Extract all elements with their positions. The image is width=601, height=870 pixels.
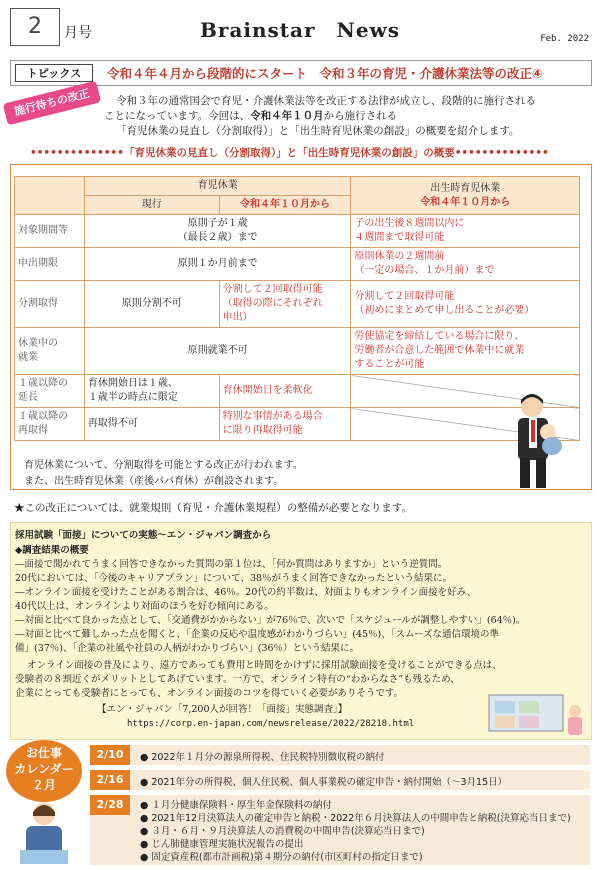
cell-current: 原則分割不可 bbox=[84, 281, 219, 328]
intro-line-2b: 令和４年１０月 bbox=[250, 110, 324, 122]
row-label bbox=[15, 408, 85, 441]
cell-line: １歳以降の bbox=[18, 378, 68, 389]
cell-shussei bbox=[351, 215, 580, 248]
cell-current bbox=[84, 375, 219, 408]
survey-line: ―面接で聞かれてうまく回答できなかった質問の第１位は、「何か質問はありますか」という逆質問。 bbox=[15, 559, 448, 570]
calendar-row bbox=[90, 770, 590, 790]
cell-line: （最長２歳）まで bbox=[177, 232, 258, 243]
calendar-event-text: ３月・６月・９月決算法人の消費税の中間申告(決算応当日まで) bbox=[151, 826, 425, 837]
cell-line: １歳以降の bbox=[18, 411, 68, 422]
calendar-badge-line: お仕事 bbox=[25, 746, 62, 760]
row-label: 申出期限 bbox=[15, 248, 85, 281]
calendar-event-text: 2021年12月決算法人の確定申告と納税・2022年６月決算法人の中間申告と納税(決算応当日まで) bbox=[151, 813, 571, 824]
intro-line-2c: から施行される bbox=[323, 110, 398, 122]
cell-line: （初めにまとめて申し出ることが必要） bbox=[354, 305, 535, 316]
table-row bbox=[15, 375, 580, 408]
calendar-event: ● 2022年１月分の源泉所得税、住民税特別徴収税の納付 bbox=[140, 752, 385, 763]
table-row bbox=[15, 328, 580, 375]
cell-shussei bbox=[351, 248, 580, 281]
intro-line-2 bbox=[104, 109, 397, 124]
header-shussei-title: 出生時育児休業 bbox=[430, 182, 501, 194]
cell-new bbox=[219, 281, 351, 328]
cell-new bbox=[219, 408, 351, 441]
cell-current bbox=[84, 215, 351, 248]
cell-line: 労使協定を締結している場合に限り、 bbox=[354, 331, 525, 342]
cell-line: することが可能 bbox=[354, 359, 425, 370]
survey-title: 採用試験「面接」についての実態～エン・ジャパン調査から bbox=[15, 530, 272, 541]
online-interview-illustration bbox=[479, 693, 587, 737]
survey-section bbox=[10, 522, 592, 740]
office-worker-illustration bbox=[14, 800, 74, 866]
calendar-row bbox=[90, 745, 590, 765]
cell-line: （一定の場合、１か月前）まで bbox=[354, 265, 495, 276]
cell-line: 分割して２回取得可能 bbox=[354, 291, 455, 302]
cell-line: ４週間まで取得可能 bbox=[354, 232, 445, 243]
cell-line: に限り再取得可能 bbox=[222, 425, 303, 436]
calendar-event: ● 固定資産税(都市計画税)第４期分の納付(市区町村の指定日まで) bbox=[140, 852, 423, 863]
cell-shussei bbox=[351, 281, 580, 328]
intro-line-3: 「育児休業の見直し（分割取得）」と「出生時育児休業の創設」の概要を紹介します。 bbox=[116, 125, 520, 137]
calendar-date: 2/16 bbox=[90, 770, 130, 790]
cell-line: 子の出生後８週間以内に bbox=[354, 218, 465, 229]
calendar-event-text: 固定資産税(都市計画税)第４期分の納付(市区町村の指定日まで) bbox=[151, 852, 423, 863]
masthead-title: Brainstar News bbox=[200, 18, 401, 42]
survey-line: ―対面と比べて難しかった点を聞くと、「企業の反応や温度感がわかりづらい」(45％)、「スムーズな通信環境の準 bbox=[15, 629, 500, 640]
pending-revision-badge: 施行待ちの改正 bbox=[3, 81, 101, 126]
row-label bbox=[15, 328, 85, 375]
cell-line: 労働者が合意した範囲で休業中に就業 bbox=[354, 345, 525, 356]
survey-line: 企業にとっても受験者にとっても、オンライン面接のコツを得ていく必要がありそうです。 bbox=[15, 688, 404, 699]
calendar-badge bbox=[6, 740, 82, 802]
survey-url[interactable]: https://corp.en-japan.com/newsrelease/2022/28218.html bbox=[127, 719, 415, 729]
calendar-event-text: 2022年１月分の源泉所得税、住民税特別徴収税の納付 bbox=[151, 752, 385, 763]
table-row bbox=[15, 248, 580, 281]
cell-line: 分割して２回取得可能 bbox=[222, 284, 323, 295]
calendar-event: ● 2021年分の所得税、個人住民税、個人事業税の確定申告・納付開始（～3月15日） bbox=[140, 777, 508, 788]
header-blank bbox=[15, 177, 85, 215]
cell-current: 再取得不可 bbox=[84, 408, 219, 441]
father-with-baby-illustration bbox=[500, 392, 572, 492]
row-label: 対象期間等 bbox=[15, 215, 85, 248]
table-row bbox=[15, 408, 580, 441]
topic-bar bbox=[10, 60, 592, 86]
cell-line: 申出） bbox=[222, 312, 253, 323]
cell-line: １歳半の時点に限定 bbox=[87, 392, 178, 403]
issue-suffix: 月号 bbox=[64, 25, 92, 41]
topic-title: 令和４年４月から段階的にスタート 令和３年の育児・介護休業法等の改正④ bbox=[107, 66, 543, 81]
calendar-event: ● 2021年12月決算法人の確定申告と納税・2022年６月決算法人の中間申告と納税(決算応当日まで) bbox=[140, 813, 571, 824]
intro-line-1: 令和３年の通常国会で育児・介護休業法等を改正する法律が成立し、段階的に施行される bbox=[116, 95, 536, 107]
header-new: 令和４年１０月から bbox=[219, 196, 351, 215]
calendar-badge-line: カレンダー bbox=[14, 762, 74, 776]
topic-tag: トピックス bbox=[15, 64, 93, 82]
cell-new: 育休開始日を柔軟化 bbox=[219, 375, 351, 408]
cell-shussei bbox=[351, 328, 580, 375]
calendar-date: 2/10 bbox=[90, 745, 130, 765]
calendar-date: 2/28 bbox=[90, 795, 130, 815]
survey-subtitle: ◆調査結果の概要 bbox=[15, 545, 89, 556]
header-shussei bbox=[351, 177, 580, 215]
survey-line: ―対面と比べて良かった点として、「交通費がかからない」が76％で、次いで「スケジュールが調整しやすい」(64％)。 bbox=[15, 615, 526, 626]
cell-line: 休業中の bbox=[18, 338, 58, 349]
survey-line: 20代においては、「今後のキャリアプラン」について、38％がうまく回答できなかったという結果に。 bbox=[15, 573, 453, 584]
table-note-line: 育児休業について、分割取得を可能とする改正が行われます。 bbox=[24, 460, 303, 471]
calendar-event-text: 2021年分の所得税、個人住民税、個人事業税の確定申告・納付開始（～3月15日） bbox=[151, 777, 508, 788]
cell-line: 原則休業の２週間前 bbox=[354, 251, 445, 262]
header-current: 現行 bbox=[84, 196, 219, 215]
cell-line: 延長 bbox=[18, 392, 38, 403]
table-row bbox=[15, 281, 580, 328]
cell-line: 原則子が１歳 bbox=[187, 218, 248, 229]
survey-line: 受験者の８割近くがメリットとしてあげています。一方で、オンライン特有の“わからなさ”も残るため、 bbox=[15, 674, 460, 685]
row-label bbox=[15, 375, 85, 408]
cell-line: 就業 bbox=[18, 352, 38, 363]
cell-line: （取得の際にそれぞれ bbox=[222, 298, 323, 309]
intro-line-2a: ことになっています。今回は、 bbox=[104, 110, 251, 122]
issue-number-box: 2 bbox=[10, 8, 60, 46]
table-note bbox=[24, 458, 303, 490]
calendar-event-text: １月分健康保険料・厚生年金保険料の納付 bbox=[151, 800, 332, 811]
header-ikuji: 育児休業 bbox=[84, 177, 351, 196]
survey-line: ―オンライン面接を受けたことがある割合は、46％。20代の約半数は、対面よりもオンライン面接を好み、 bbox=[15, 587, 477, 598]
table-note-line: また、出生時育児休業（産後パパ育休）が創設されます。 bbox=[24, 476, 284, 487]
table-row bbox=[15, 215, 580, 248]
issue-date: Feb. 2022 bbox=[540, 34, 589, 44]
cell-line: 育休開始日は１歳、 bbox=[87, 378, 178, 389]
row-label: 分割取得 bbox=[15, 281, 85, 328]
cell-current: 原則１か月前まで bbox=[84, 248, 351, 281]
section-heading: ••••••••••••••「育児休業の見直し（分割取得）」と「出生時育児休業の創設」の概要•••••••••••••• bbox=[30, 147, 549, 159]
calendar-event-text: じん肺健康管理実施状況報告の提出 bbox=[151, 839, 304, 850]
header-shussei-new: 令和４年１０月から bbox=[420, 196, 511, 208]
revision-warning: ★この改正については、就業規則（育児・介護休業規程）の整備が必要となります。 bbox=[14, 502, 412, 514]
survey-line: 備」(37％)、「企業の社風や社員の人柄がわかりづらい」(36％）という結果に。 bbox=[15, 643, 360, 654]
survey-line: オンライン面接の普及により、遠方であっても費用と時間をかけずに採用試験面接を受けることができる点は、 bbox=[27, 660, 502, 671]
calendar-event: ● １月分健康保険料・厚生年金保険料の納付 bbox=[140, 800, 332, 811]
calendar-event: ● じん肺健康管理実施状況報告の提出 bbox=[140, 839, 304, 850]
calendar-badge-line: ２月 bbox=[31, 778, 56, 792]
survey-source: 【エン・ジャパン「7,200人が回答！「面接」実態調査」】 bbox=[97, 704, 348, 715]
comparison-table bbox=[14, 176, 580, 441]
cell-line: 再取得 bbox=[18, 425, 48, 436]
table-header-row bbox=[15, 177, 580, 196]
calendar-row bbox=[90, 795, 590, 865]
cell-current: 原則就業不可 bbox=[84, 328, 351, 375]
cell-line: 特別な事情がある場合 bbox=[222, 411, 323, 422]
calendar-event: ● ３月・６月・９月決算法人の消費税の中間申告(決算応当日まで) bbox=[140, 826, 425, 837]
survey-line: 40代以上は、オンラインより対面のほうを好む傾向にある。 bbox=[15, 601, 274, 612]
